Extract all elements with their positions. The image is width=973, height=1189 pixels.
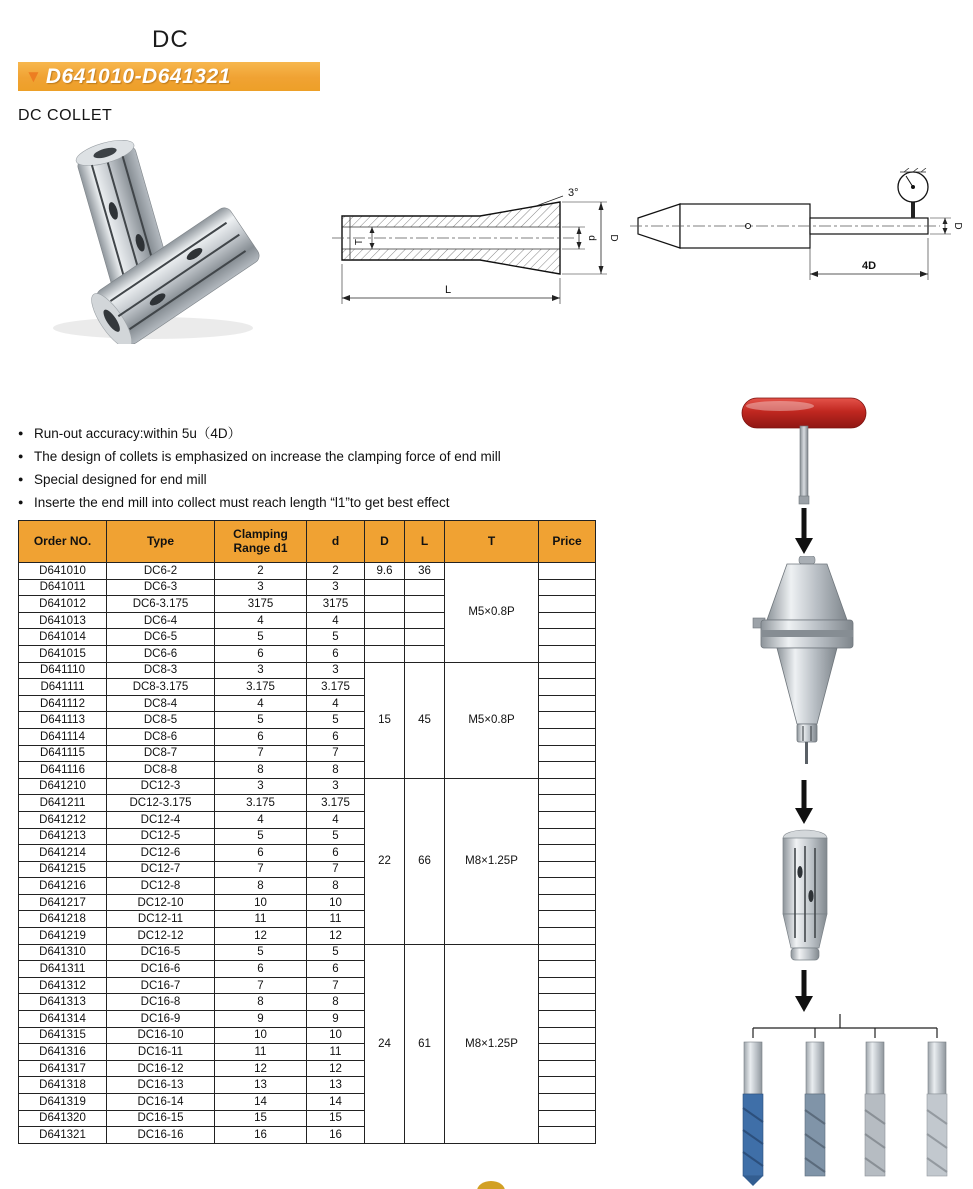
table-cell: DC6-4 bbox=[107, 612, 215, 629]
table-cell: D641113 bbox=[19, 712, 107, 729]
table-cell bbox=[539, 1060, 596, 1077]
table-cell: 10 bbox=[215, 894, 307, 911]
table-cell: 6 bbox=[307, 961, 365, 978]
table-cell bbox=[365, 629, 405, 646]
table-cell: 11 bbox=[215, 911, 307, 928]
table-cell: 36 bbox=[405, 563, 445, 580]
end-mill-icon bbox=[805, 1042, 825, 1176]
table-cell bbox=[539, 662, 596, 679]
table-cell: 7 bbox=[215, 977, 307, 994]
column-header: Order NO. bbox=[19, 521, 107, 563]
table-cell: 4 bbox=[215, 612, 307, 629]
table-cell: D641112 bbox=[19, 695, 107, 712]
table-cell: D641317 bbox=[19, 1060, 107, 1077]
table-cell: DC8-8 bbox=[107, 762, 215, 779]
column-header: D bbox=[365, 521, 405, 563]
table-cell: DC12-11 bbox=[107, 911, 215, 928]
table-cell: 3 bbox=[307, 778, 365, 795]
table-cell bbox=[405, 629, 445, 646]
dim-label-l: L bbox=[444, 284, 452, 296]
table-cell: D641315 bbox=[19, 1027, 107, 1044]
table-cell bbox=[539, 861, 596, 878]
table-cell: 3 bbox=[215, 579, 307, 596]
feature-bullet: ● Inserte the end mill into collect must reach length “l1”to get best effect bbox=[18, 493, 658, 512]
table-cell: DC6-3 bbox=[107, 579, 215, 596]
table-cell: 12 bbox=[215, 1060, 307, 1077]
dim-label-t: T bbox=[354, 238, 365, 246]
table-cell: 4 bbox=[307, 695, 365, 712]
table-cell: D641320 bbox=[19, 1110, 107, 1127]
table-cell: 3.175 bbox=[215, 679, 307, 696]
table-cell: D641312 bbox=[19, 977, 107, 994]
table-cell: DC12-6 bbox=[107, 845, 215, 862]
table-cell bbox=[539, 728, 596, 745]
product-subtitle: DC COLLET bbox=[18, 107, 113, 124]
table-cell bbox=[539, 563, 596, 580]
table-cell: D641217 bbox=[19, 894, 107, 911]
table-cell: M5×0.8P bbox=[445, 662, 539, 778]
table-cell: 4 bbox=[307, 612, 365, 629]
table-cell bbox=[365, 645, 405, 662]
table-cell: 6 bbox=[307, 728, 365, 745]
table-cell: DC8-5 bbox=[107, 712, 215, 729]
table-cell: 8 bbox=[215, 994, 307, 1011]
table-cell: D641013 bbox=[19, 612, 107, 629]
column-header: Clamping Range d1 bbox=[215, 521, 307, 563]
table-cell bbox=[405, 579, 445, 596]
triangle-down-icon: ▼ bbox=[25, 67, 42, 86]
table-cell: D641319 bbox=[19, 1094, 107, 1111]
collet-image bbox=[765, 826, 845, 966]
table-cell: 15 bbox=[365, 662, 405, 778]
table-cell bbox=[405, 596, 445, 613]
table-cell: 6 bbox=[215, 961, 307, 978]
column-header: Price bbox=[539, 521, 596, 563]
table-cell: DC16-5 bbox=[107, 944, 215, 961]
table-cell: 6 bbox=[215, 845, 307, 862]
table-cell: 9 bbox=[307, 1011, 365, 1028]
table-cell bbox=[539, 994, 596, 1011]
table-cell: 12 bbox=[215, 928, 307, 945]
down-arrow-icon bbox=[792, 508, 816, 554]
table-cell bbox=[539, 712, 596, 729]
table-cell: DC16-15 bbox=[107, 1110, 215, 1127]
table-cell: 4 bbox=[215, 811, 307, 828]
collet-section-drawing bbox=[330, 180, 625, 320]
table-cell: 7 bbox=[215, 745, 307, 762]
table-cell: D641114 bbox=[19, 728, 107, 745]
table-cell bbox=[365, 596, 405, 613]
table-cell: 3.175 bbox=[307, 679, 365, 696]
table-cell: D641011 bbox=[19, 579, 107, 596]
table-cell: 8 bbox=[215, 878, 307, 895]
table-cell: 8 bbox=[307, 762, 365, 779]
table-cell: D641213 bbox=[19, 828, 107, 845]
dim-label-d-big: D bbox=[608, 234, 619, 242]
table-cell: 9.6 bbox=[365, 563, 405, 580]
table-cell: DC16-9 bbox=[107, 1011, 215, 1028]
table-cell: M5×0.8P bbox=[445, 563, 539, 663]
table-cell bbox=[539, 1077, 596, 1094]
table-cell: M8×1.25P bbox=[445, 778, 539, 944]
table-cell bbox=[539, 645, 596, 662]
down-arrow-icon bbox=[792, 780, 816, 824]
table-cell: 8 bbox=[215, 762, 307, 779]
table-cell: 3.175 bbox=[215, 795, 307, 812]
feature-bullet: ● The design of collets is emphasized on increase the clamping force of end mill bbox=[18, 447, 658, 466]
table-row bbox=[19, 778, 596, 795]
table-cell: DC12-3 bbox=[107, 778, 215, 795]
table-cell: DC12-12 bbox=[107, 928, 215, 945]
spec-table bbox=[18, 520, 596, 1144]
table-cell: 5 bbox=[215, 944, 307, 961]
table-cell: 7 bbox=[215, 861, 307, 878]
table-cell: 61 bbox=[405, 944, 445, 1143]
table-cell: 11 bbox=[307, 911, 365, 928]
table-cell: D641214 bbox=[19, 845, 107, 862]
table-cell: 22 bbox=[365, 778, 405, 944]
table-cell: 7 bbox=[307, 861, 365, 878]
table-cell: DC12-10 bbox=[107, 894, 215, 911]
column-header: T bbox=[445, 521, 539, 563]
table-cell bbox=[539, 612, 596, 629]
table-cell: 3175 bbox=[215, 596, 307, 613]
table-cell: 3 bbox=[307, 579, 365, 596]
runout-accuracy-drawing bbox=[628, 168, 968, 313]
table-cell bbox=[539, 1110, 596, 1127]
table-cell bbox=[539, 878, 596, 895]
table-cell: 8 bbox=[307, 994, 365, 1011]
table-cell: D641115 bbox=[19, 745, 107, 762]
feature-bullet: ● Special designed for end mill bbox=[18, 470, 658, 489]
table-cell bbox=[539, 579, 596, 596]
spec-table-header bbox=[19, 521, 596, 563]
table-cell: 5 bbox=[215, 828, 307, 845]
table-cell: 7 bbox=[307, 977, 365, 994]
table-cell: 4 bbox=[307, 811, 365, 828]
table-cell: DC16-14 bbox=[107, 1094, 215, 1111]
table-cell: 10 bbox=[307, 894, 365, 911]
table-cell: D641012 bbox=[19, 596, 107, 613]
table-cell: 14 bbox=[307, 1094, 365, 1111]
table-cell: DC16-11 bbox=[107, 1044, 215, 1061]
dim-label-d-small: d bbox=[586, 235, 597, 241]
table-cell: 5 bbox=[215, 712, 307, 729]
table-cell: D641313 bbox=[19, 994, 107, 1011]
table-cell: 12 bbox=[307, 928, 365, 945]
series-range-text: D641010-D641321 bbox=[45, 64, 231, 88]
end-mills-image bbox=[725, 1012, 960, 1189]
table-cell bbox=[539, 1094, 596, 1111]
table-row bbox=[19, 944, 596, 961]
table-cell bbox=[365, 612, 405, 629]
table-cell bbox=[539, 1127, 596, 1144]
table-cell: D641316 bbox=[19, 1044, 107, 1061]
table-cell: M8×1.25P bbox=[445, 944, 539, 1143]
table-cell: D641110 bbox=[19, 662, 107, 679]
table-cell: D641314 bbox=[19, 1011, 107, 1028]
table-cell: 12 bbox=[307, 1060, 365, 1077]
drill-bit-icon bbox=[743, 1042, 763, 1186]
table-cell: DC16-6 bbox=[107, 961, 215, 978]
table-cell: D641219 bbox=[19, 928, 107, 945]
down-arrow-icon bbox=[792, 970, 816, 1012]
table-cell: 11 bbox=[215, 1044, 307, 1061]
table-cell: DC16-7 bbox=[107, 977, 215, 994]
table-cell: D641310 bbox=[19, 944, 107, 961]
table-cell: DC6-5 bbox=[107, 629, 215, 646]
table-cell: 13 bbox=[215, 1077, 307, 1094]
hex-wrench-image bbox=[730, 388, 880, 506]
table-cell bbox=[539, 811, 596, 828]
end-mill-icon bbox=[927, 1042, 947, 1176]
table-cell: 3.175 bbox=[307, 795, 365, 812]
feature-bullet: ● Run-out accuracy:within 5u（4D） bbox=[18, 424, 658, 443]
table-cell: 5 bbox=[215, 629, 307, 646]
table-cell: 5 bbox=[307, 629, 365, 646]
table-cell: 15 bbox=[215, 1110, 307, 1127]
table-cell bbox=[539, 596, 596, 613]
table-cell: 3 bbox=[215, 662, 307, 679]
table-cell: 3 bbox=[215, 778, 307, 795]
table-cell: DC16-10 bbox=[107, 1027, 215, 1044]
table-cell: D641210 bbox=[19, 778, 107, 795]
table-row bbox=[19, 662, 596, 679]
table-cell bbox=[539, 894, 596, 911]
table-cell: 16 bbox=[307, 1127, 365, 1144]
collet-product-photo bbox=[28, 126, 280, 344]
table-cell: DC16-8 bbox=[107, 994, 215, 1011]
table-cell: 15 bbox=[307, 1110, 365, 1127]
table-cell bbox=[539, 629, 596, 646]
table-cell bbox=[539, 845, 596, 862]
table-cell: D641218 bbox=[19, 911, 107, 928]
table-cell: D641010 bbox=[19, 563, 107, 580]
table-cell: DC16-13 bbox=[107, 1077, 215, 1094]
table-cell: 3 bbox=[307, 662, 365, 679]
table-cell: DC6-2 bbox=[107, 563, 215, 580]
table-cell: D641014 bbox=[19, 629, 107, 646]
column-header: d bbox=[307, 521, 365, 563]
table-cell bbox=[539, 944, 596, 961]
table-cell: D641116 bbox=[19, 762, 107, 779]
table-cell bbox=[539, 961, 596, 978]
table-cell bbox=[539, 745, 596, 762]
table-cell: 8 bbox=[307, 878, 365, 895]
table-cell: 45 bbox=[405, 662, 445, 778]
table-cell: 9 bbox=[215, 1011, 307, 1028]
table-cell: 10 bbox=[307, 1027, 365, 1044]
table-cell: D641216 bbox=[19, 878, 107, 895]
table-cell: 3175 bbox=[307, 596, 365, 613]
spec-table-body bbox=[19, 563, 596, 1144]
tool-holder-image bbox=[725, 556, 895, 774]
table-cell: D641311 bbox=[19, 961, 107, 978]
table-cell: 13 bbox=[307, 1077, 365, 1094]
table-cell: DC16-16 bbox=[107, 1127, 215, 1144]
table-cell: 14 bbox=[215, 1094, 307, 1111]
table-cell bbox=[405, 645, 445, 662]
feature-bullet-list bbox=[18, 424, 658, 516]
dim-label-4d: 4D bbox=[861, 260, 877, 272]
table-cell bbox=[539, 828, 596, 845]
table-cell bbox=[539, 911, 596, 928]
table-cell bbox=[539, 778, 596, 795]
table-cell: D641215 bbox=[19, 861, 107, 878]
table-cell: D641212 bbox=[19, 811, 107, 828]
table-cell: 24 bbox=[365, 944, 405, 1143]
table-cell bbox=[539, 695, 596, 712]
table-cell: DC12-5 bbox=[107, 828, 215, 845]
table-cell: D641211 bbox=[19, 795, 107, 812]
table-cell: 6 bbox=[307, 645, 365, 662]
table-cell: 10 bbox=[215, 1027, 307, 1044]
table-cell bbox=[539, 1027, 596, 1044]
table-cell: 6 bbox=[215, 645, 307, 662]
table-cell: 6 bbox=[307, 845, 365, 862]
table-cell: 6 bbox=[215, 728, 307, 745]
table-cell: DC12-3.175 bbox=[107, 795, 215, 812]
page-number-marker bbox=[477, 1181, 505, 1189]
table-cell: DC8-4 bbox=[107, 695, 215, 712]
table-cell: 5 bbox=[307, 828, 365, 845]
table-cell: D641321 bbox=[19, 1127, 107, 1144]
end-mill-icon bbox=[865, 1042, 885, 1176]
table-cell: DC12-8 bbox=[107, 878, 215, 895]
table-cell: 2 bbox=[215, 563, 307, 580]
column-header: Type bbox=[107, 521, 215, 563]
table-cell: 5 bbox=[307, 944, 365, 961]
table-cell: DC6-3.175 bbox=[107, 596, 215, 613]
table-cell: 11 bbox=[307, 1044, 365, 1061]
series-range-banner bbox=[18, 62, 320, 91]
table-cell: DC8-6 bbox=[107, 728, 215, 745]
table-cell: DC8-3 bbox=[107, 662, 215, 679]
table-cell bbox=[539, 679, 596, 696]
table-cell: D641015 bbox=[19, 645, 107, 662]
table-cell: DC12-4 bbox=[107, 811, 215, 828]
table-cell: DC8-7 bbox=[107, 745, 215, 762]
table-cell: 4 bbox=[215, 695, 307, 712]
table-cell: DC16-12 bbox=[107, 1060, 215, 1077]
table-cell: DC8-3.175 bbox=[107, 679, 215, 696]
series-title: DC bbox=[152, 26, 189, 53]
table-cell bbox=[539, 795, 596, 812]
table-cell bbox=[539, 977, 596, 994]
table-cell bbox=[405, 612, 445, 629]
table-cell: DC6-6 bbox=[107, 645, 215, 662]
table-cell bbox=[365, 579, 405, 596]
table-cell: DC12-7 bbox=[107, 861, 215, 878]
table-cell: 2 bbox=[307, 563, 365, 580]
angle-label: 3° bbox=[568, 187, 579, 199]
table-cell: D641111 bbox=[19, 679, 107, 696]
column-header: L bbox=[405, 521, 445, 563]
table-cell bbox=[539, 1011, 596, 1028]
table-cell: 66 bbox=[405, 778, 445, 944]
table-cell: 5 bbox=[307, 712, 365, 729]
table-cell: 16 bbox=[215, 1127, 307, 1144]
table-cell bbox=[539, 928, 596, 945]
table-cell bbox=[539, 1044, 596, 1061]
table-row bbox=[19, 563, 596, 580]
table-cell: D641318 bbox=[19, 1077, 107, 1094]
table-cell bbox=[539, 762, 596, 779]
table-cell: 7 bbox=[307, 745, 365, 762]
dim-label-shaft-d: D bbox=[952, 222, 963, 230]
